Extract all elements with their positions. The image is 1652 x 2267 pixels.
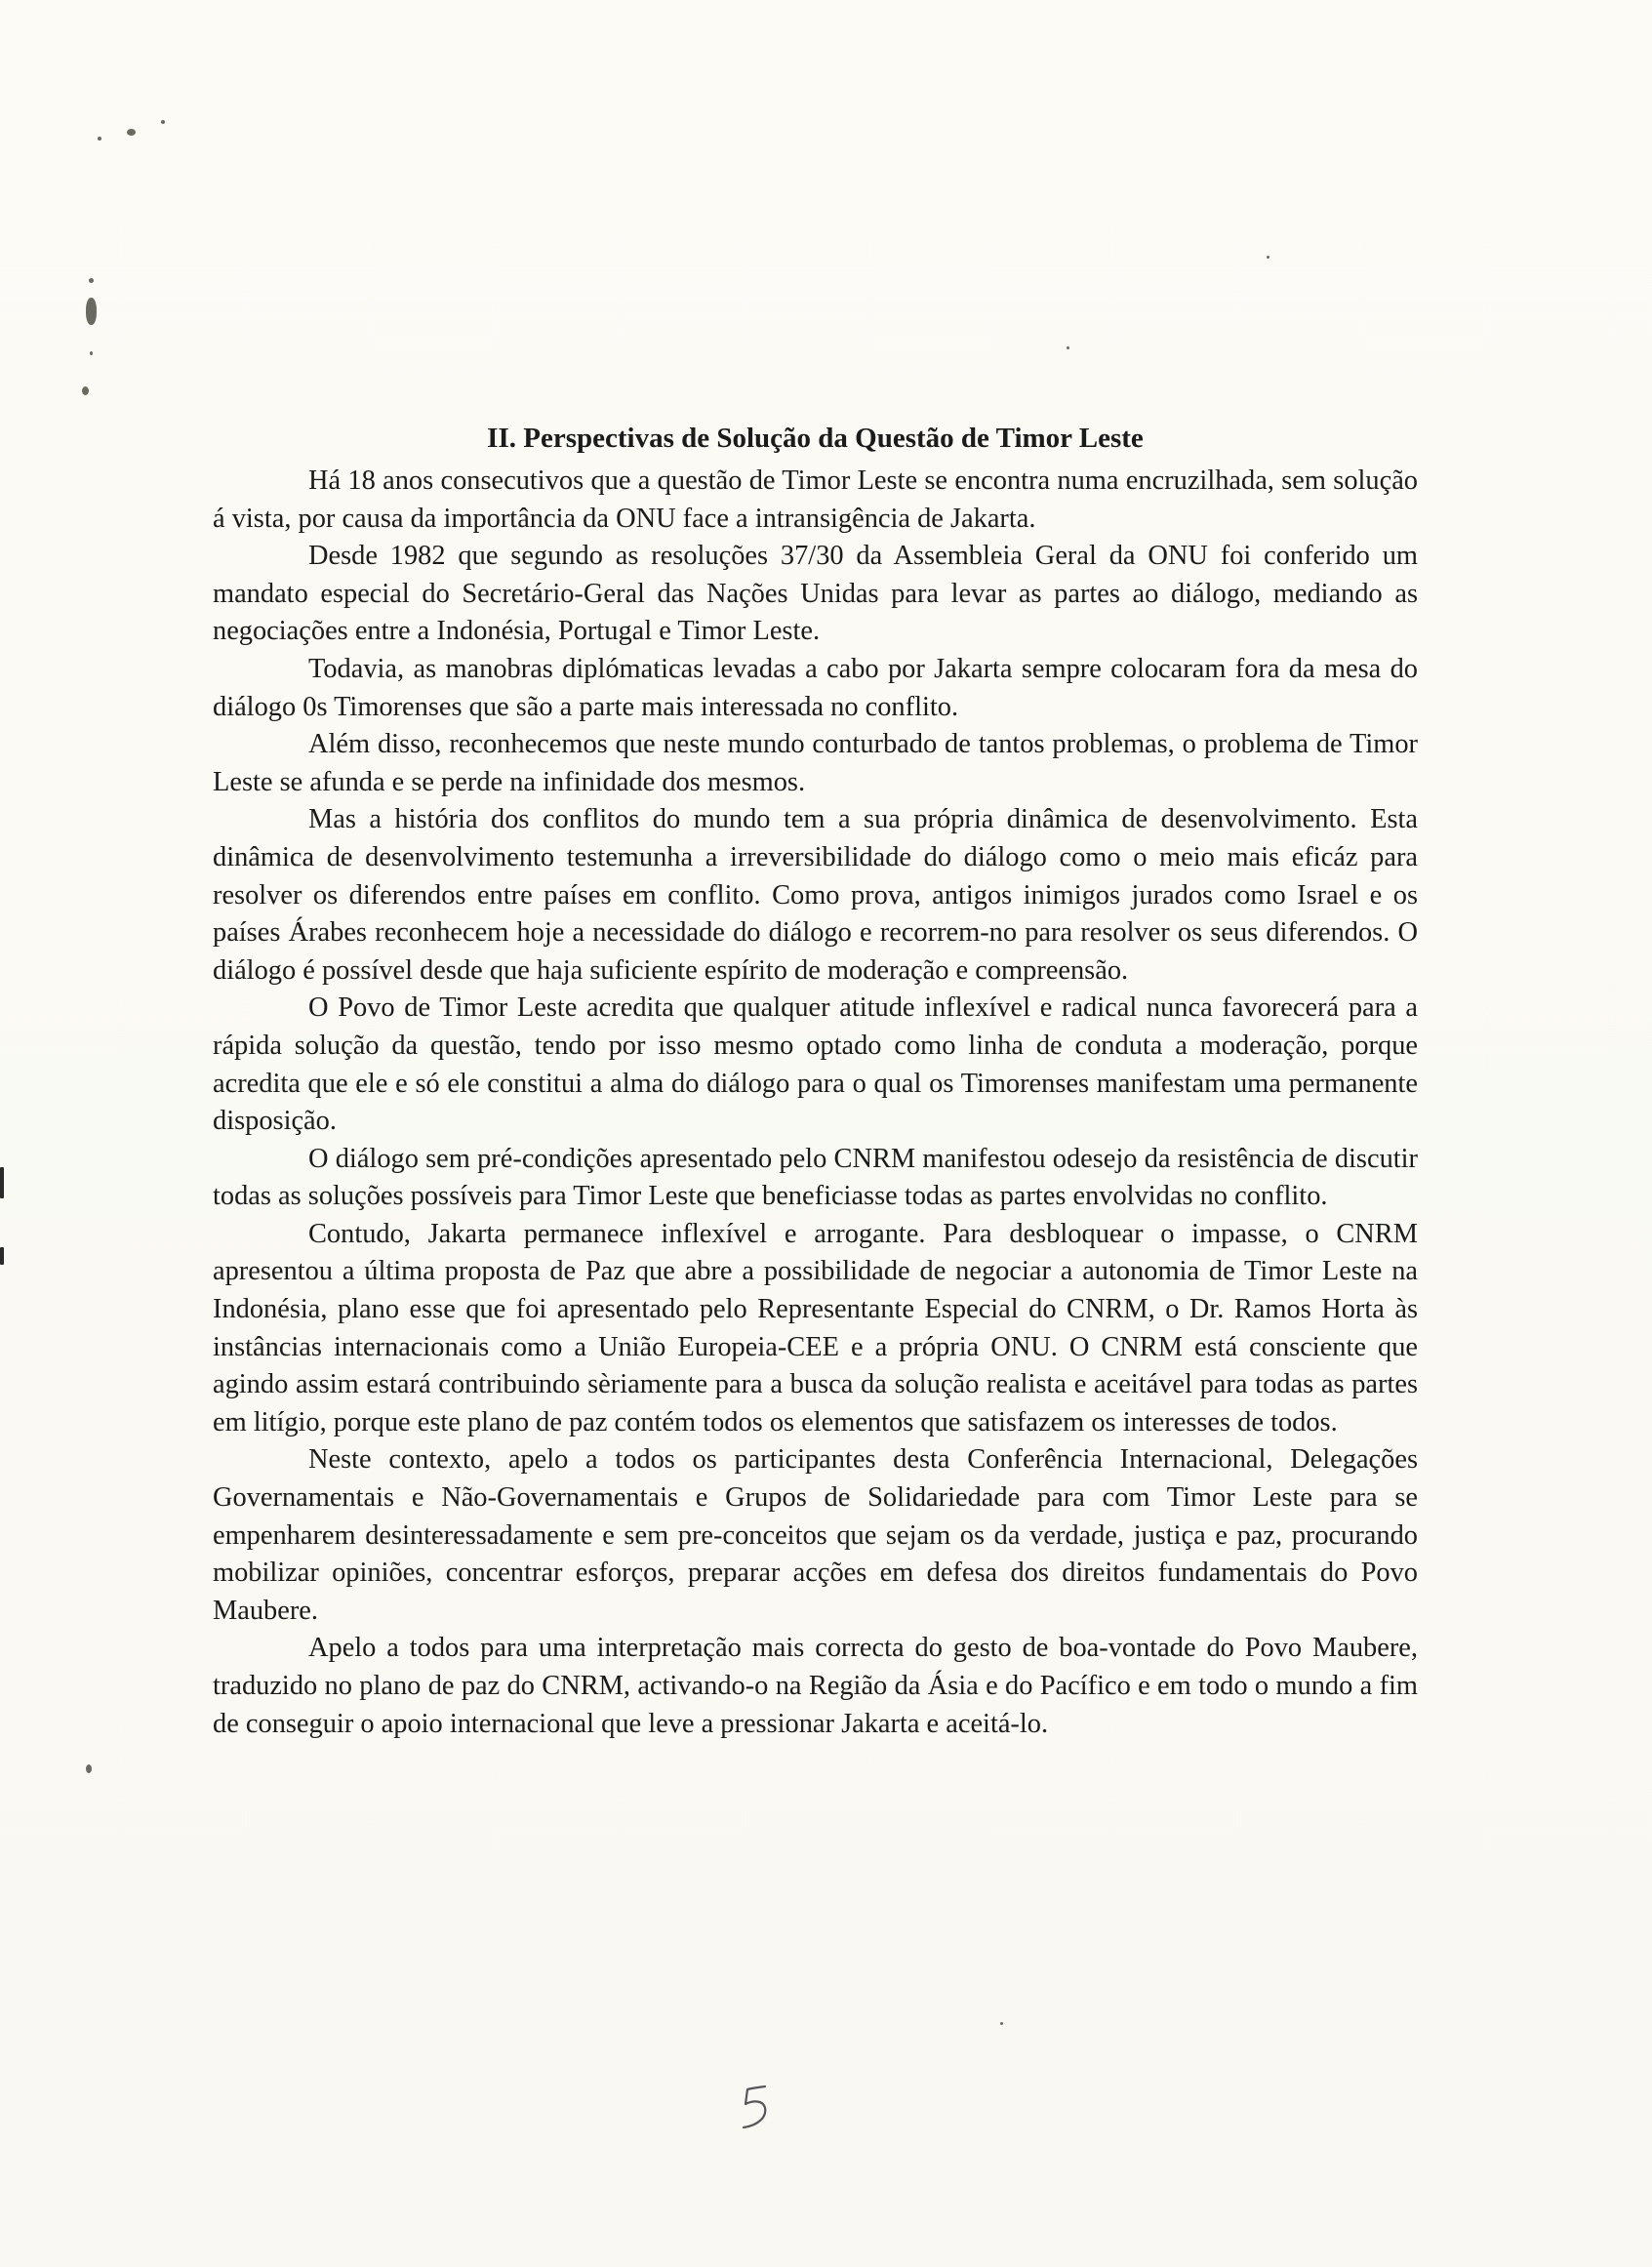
paragraph: Há 18 anos consecutivos que a questão de Timor Leste se encontra numa encruzilhada, sem solução á vista, por causa da importância da ONU face a intransigência de Jakarta. (213, 466, 1418, 534)
scan-speck (127, 129, 136, 136)
paragraph: Contudo, Jakarta permanece inflexível e arrogante. Para desbloquear o impasse, o CNRM apresentou a última proposta de Paz que abre a possibilidade de negociar a autonomia de Timor Leste na Indonésia, plano esse que foi apresentado pelo Representante Especial do CNRM, o Dr. Ramos Horta às instâncias internacionais como a União Europeia-CEE e a própria ONU. O CNRM está consciente que agindo assim estará contribuindo sèriamente para a busca da solução realista e aceitável para todas as partes em litígio, porque este plano de paz contém todos os elementos que satisfazem os interesses de todos. (213, 1218, 1418, 1437)
scan-speck (1067, 346, 1069, 349)
paragraph: O Povo de Timor Leste acredita que qualquer atitude inflexível e radical nunca favorecerá para a rápida solução da questão, tendo por isso mesmo optado como linha de conduta a moderação, porque acredita que ele e só ele constitui a alma do diálogo para o qual os Timorenses manifestam uma permanente disposição. (213, 992, 1418, 1137)
scan-speck (82, 386, 89, 395)
paragraph: O diálogo sem pré-condições apresentado pelo CNRM manifestou odesejo da resistência de discutir todas as soluções possíveis para Timor Leste que beneficiasse todas as partes envolvidas no conflito. (213, 1143, 1418, 1212)
scan-speck (89, 278, 94, 283)
scan-speck (1000, 2022, 1003, 2025)
paragraph: Desde 1982 que segundo as resoluções 37/30 da Assembleia Geral da ONU foi conferido um mandato especial do Secretário-Geral das Nações Unidas para levar as partes ao diálogo, mediando as negociações entre a Indonésia, Portugal e Timor Leste. (213, 541, 1418, 647)
document-body (213, 420, 1418, 1743)
paragraph: Além disso, reconhecemos que neste mundo conturbado de tantos problemas, o problema de Timor Leste se afunda e se perde na infinidade dos mesmos. (213, 729, 1418, 797)
scan-speck (90, 351, 93, 355)
scan-speck (1267, 256, 1269, 259)
scan-speck (86, 298, 97, 325)
scan-speck (98, 137, 101, 141)
scan-edge-mark (0, 1167, 4, 1198)
handwritten-page-number (730, 2079, 788, 2137)
paragraph: Todavia, as manobras diplómaticas levadas a cabo por Jakarta sempre colocaram fora da mesa do diálogo 0s Timorenses que são a parte mais interessada no conflito. (213, 653, 1418, 722)
paragraph: Neste contexto, apelo a todos os participantes desta Conferência Internacional, Delegações Governamentais e Não-Governamentais e Grupos de Solidariedade para com Timor Leste para se empenharem desinteressadamente e sem pre-conceitos que sejam os da verdade, justiça e paz, procurando mobilizar opiniões, concentrar esforços, preparar acções em defesa dos direitos fundamentais do Povo Maubere. (213, 1444, 1418, 1626)
paragraph: Mas a história dos conflitos do mundo tem a sua própria dinâmica de desenvolvimento. Esta dinâmica de desenvolvimento testemunha a irreversibilidade do diálogo como o meio mais eficáz para resolver os diferendos entre países em conflito. Como prova, antigos inimigos jurados como Israel e os países Árabes reconhecem hoje a necessidade do diálogo e recorrem-no para resolver os seus diferendos. O diálogo é possível desde que haja suficiente espírito de moderação e compreensão. (213, 804, 1418, 986)
paragraph: Apelo a todos para uma interpretação mais correcta do gesto de boa-vontade do Povo Maubere, traduzido no plano de paz do CNRM, activando-o na Região da Ásia e do Pacífico e em todo o mundo a fim de conseguir o apoio internacional que leve a pressionar Jakarta e aceitá-lo. (213, 1633, 1418, 1739)
scan-speck (161, 120, 165, 124)
section-heading: II. Perspectivas de Solução da Questão de Timor Leste (487, 423, 1144, 454)
scan-edge-mark (0, 1247, 4, 1265)
scan-speck (86, 1764, 92, 1773)
